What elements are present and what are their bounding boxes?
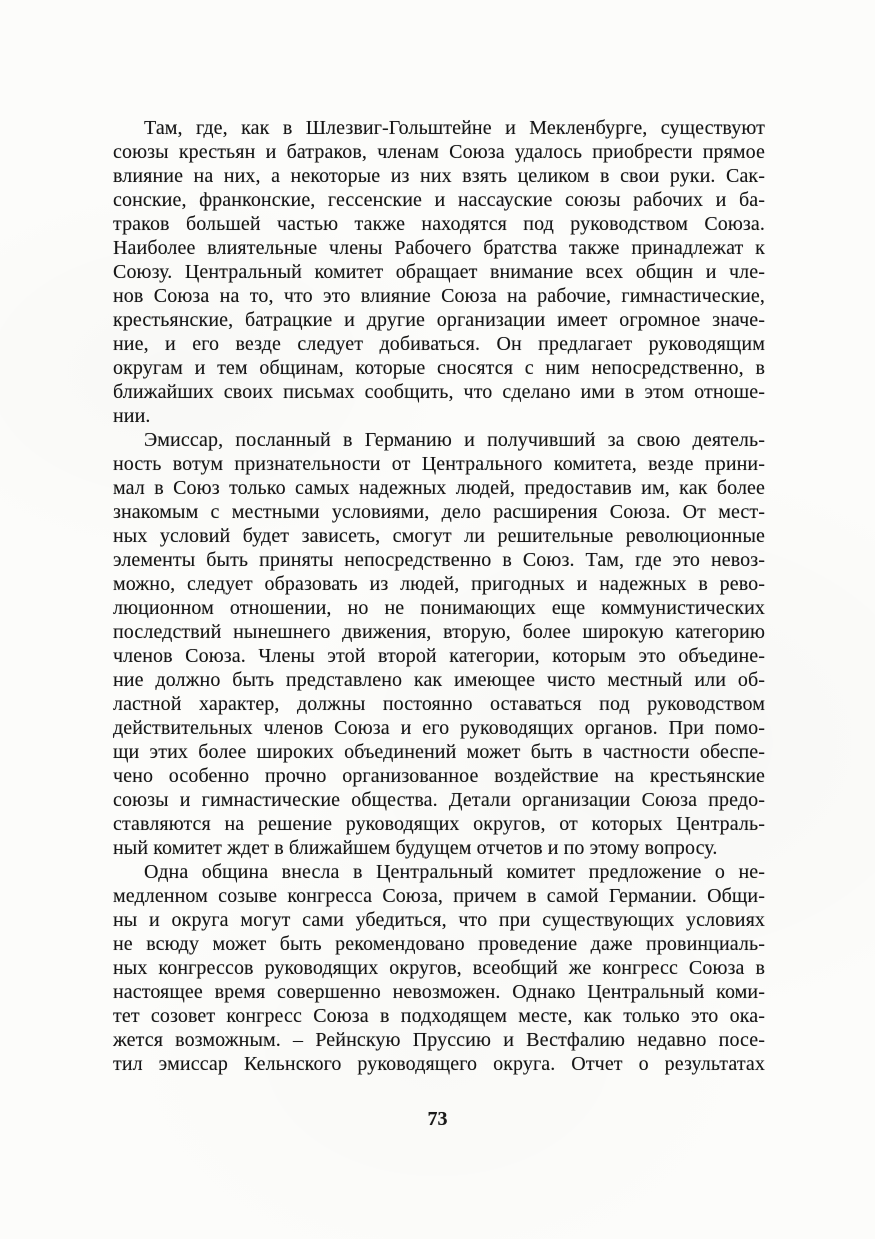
text-line: настоящее время совершенно невозможен. Однако Центральный коми- [113, 981, 765, 1003]
text-line: траков большей частью также находятся под руководством Союза. [113, 213, 765, 235]
text-line: ных условий будет зависеть, смогут ли решительные революционные [113, 525, 765, 547]
text-line: влияние на них, а некоторые из них взять целиком в свои руки. Сак- [113, 165, 765, 187]
text-line: ние должно быть представлено как имеющее чисто местный или об- [113, 669, 765, 691]
text-line: ных конгрессов руководящих округов, всеобщий же конгресс Союза в [113, 957, 765, 979]
text-line: ный комитет ждет в ближайшем будущем отчетов и по этому вопросу. [113, 837, 718, 859]
text-line: чено особенно прочно организованное воздействие на крестьянские [113, 765, 765, 787]
text-line: ближайших своих письмах сообщить, что сделано ими в этом отноше- [113, 381, 765, 403]
text-line: ластной характер, должны постоянно оставаться под руководством [113, 693, 765, 715]
text-line: жется возможным. – Рейнскую Пруссию и Вестфалию недавно посе- [113, 1029, 765, 1051]
text-line: членов Союза. Члены этой второй категории, которым это объедине- [113, 645, 765, 667]
text-line: союзы и гимнастические общества. Детали организации Союза предо- [113, 789, 765, 811]
text-line: тил эмиссар Кельнского руководящего округа. Отчет о результатах [113, 1053, 765, 1075]
text-line: крестьянские, батрацкие и другие организации имеет огромное значе- [113, 309, 765, 331]
text-line: ние, и его везде следует добиваться. Он предлагает руководящим [113, 333, 765, 355]
text-line: действительных членов Союза и его руководящих органов. При помо- [113, 717, 765, 739]
text-line: сонские, франконские, гессенские и нассауские союзы рабочих и ба- [113, 189, 765, 211]
page-text [113, 116, 765, 1076]
text-line: Там, где, как в Шлезвиг-Гольштейне и Мекленбурге, существуют [144, 117, 765, 139]
text-line: Союзу. Центральный комитет обращает внимание всех общин и чле- [113, 261, 765, 283]
text-line: медленном созыве конгресса Союза, причем в самой Германии. Общи- [113, 885, 765, 907]
text-line: элементы быть приняты непосредственно в Союз. Там, где это невоз- [113, 549, 765, 571]
text-line: ны и округа могут сами убедиться, что при существующих условиях [113, 909, 765, 931]
text-line: знакомым с местными условиями, дело расширения Союза. От мест- [113, 501, 765, 523]
page-number: 73 [427, 1108, 448, 1130]
text-line: мал в Союз только самых надежных людей, предоставив им, как более [113, 477, 765, 499]
text-line: ность вотум признательности от Центрального комитета, везде прини- [113, 453, 765, 475]
text-line: люционном отношении, но не понимающих еще коммунистических [113, 597, 765, 619]
text-line: щи этих более широких объединений может быть в частности обеспе- [113, 741, 765, 763]
text-line: нов Союза на то, что это влияние Союза на рабочие, гимнастические, [113, 285, 765, 307]
text-line: можно, следует образовать из людей, пригодных и надежных в рево- [113, 573, 765, 595]
text-line: не всюду может быть рекомендовано проведение даже провинциаль- [113, 933, 765, 955]
paragraph [113, 116, 765, 428]
text-line: Наиболее влиятельные члены Рабочего братства также принадлежат к [113, 237, 765, 259]
text-line: союзы крестьян и батраков, членам Союза удалось приобрести прямое [113, 141, 765, 163]
text-line: Эмиссар, посланный в Германию и получивший за свою деятель- [144, 429, 765, 451]
paragraph [113, 428, 765, 860]
text-line: тет созовет конгресс Союза в подходящем месте, как только это ока- [113, 1005, 765, 1027]
text-line: ставляются на решение руководящих округов, от которых Централь- [113, 813, 765, 835]
text-line: последствий нынешнего движения, вторую, более широкую категорию [113, 621, 765, 643]
text-line: округам и тем общинам, которые сносятся с ним непосредственно, в [113, 357, 765, 379]
text-line: нии. [113, 405, 151, 427]
text-line: Одна община внесла в Центральный комитет предложение о не- [144, 861, 765, 883]
paragraph [113, 860, 765, 1076]
